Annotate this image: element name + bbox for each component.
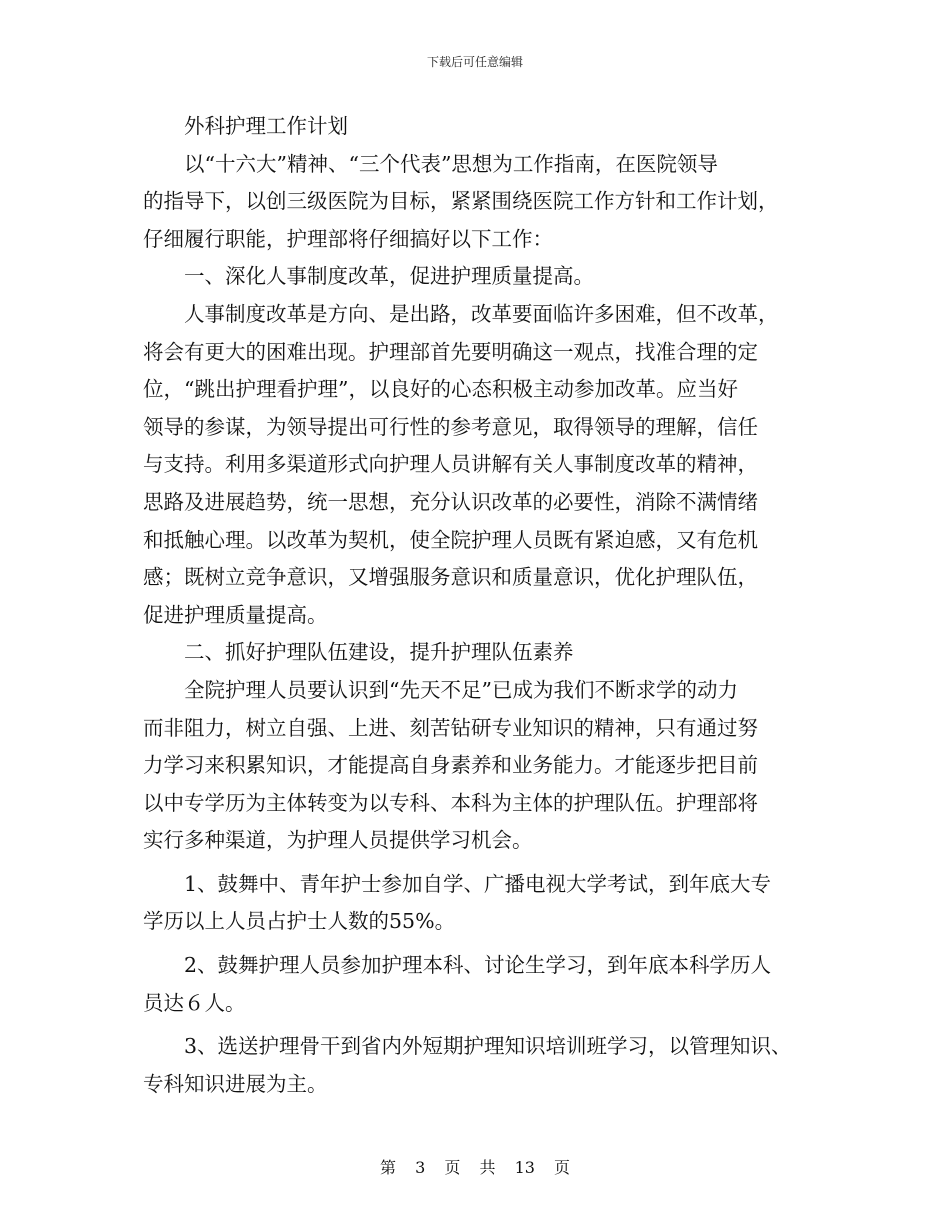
- text-line: 以“十六大”精神、“三个代表”思想为工作指南，在医院领导: [184, 151, 718, 176]
- text-line: 促进护理质量提高。: [143, 602, 328, 627]
- text-line: 人事制度改革是方向、是出路，改革要面临许多困难，但不改革，: [184, 301, 779, 326]
- footer-page-label: 页: [444, 1158, 461, 1177]
- text-line: 3、选送护理骨干到省内外短期护理知识培训班学习，以管理知识、: [184, 1034, 792, 1059]
- footer-total-label: 共: [479, 1158, 496, 1177]
- text-line: 专科知识进展为主。: [143, 1071, 328, 1096]
- footer-page-label: 第: [379, 1158, 396, 1177]
- document-body: [143, 108, 823, 1103]
- text-line: 和抵触心理。以改革为契机，使全院护理人员既有紧迫感，又有危机: [143, 527, 758, 552]
- text-line: 学历以上人员占护士人数的55%。: [143, 909, 456, 934]
- text-line: 感；既树立竞争意识，又增强服务意识和质量意识，优化护理队伍，: [143, 565, 758, 590]
- text-line: 的指导下，以创三级医院为目标，紧紧围绕医院工作方针和工作计划，: [143, 189, 779, 214]
- text-line: 全院护理人员要认识到“先天不足”已成为我们不断求学的动力: [184, 677, 738, 702]
- text-line: 与支持。利用多渠道形式向护理人员讲解有关人事制度改革的精神，: [143, 452, 758, 477]
- text-line: 员达６人。: [143, 990, 246, 1015]
- text-line: 2、鼓舞护理人员参加护理本科、讨论生学习，到年底本科学历人: [184, 953, 772, 978]
- page-footer: [0, 1155, 950, 1178]
- document-title: 外科护理工作计划: [184, 114, 348, 138]
- footer-page-number: 3: [415, 1158, 426, 1177]
- text-line: 1、鼓舞中、青年护士参加自学、广播电视大学考试，到年底大专: [184, 871, 772, 896]
- text-line: 位，“跳出护理看护理”，以良好的心态积极主动参加改革。应当好: [143, 377, 738, 402]
- text-line: 仔细履行职能，护理部将仔细搞好以下工作：: [143, 226, 553, 251]
- footer-total-pages: 13: [514, 1158, 535, 1177]
- text-line: 思路及进展趋势，统一思想，充分认识改革的必要性，消除不满情绪: [143, 489, 758, 514]
- text-line: 领导的参谋，为领导提出可行性的参考意见，取得领导的理解，信任: [143, 414, 758, 439]
- text-line: 实行多种渠道，为护理人员提供学习机会。: [143, 828, 533, 853]
- page-header: 下载后可任意编辑: [426, 55, 523, 69]
- text-line: 一、深化人事制度改革，促进护理质量提高。: [184, 264, 594, 289]
- text-line: 以中专学历为主体转变为以专科、本科为主体的护理队伍。护理部将: [143, 790, 758, 815]
- text-line: 将会有更大的困难出现。护理部首先要明确这一观点，找准合理的定: [143, 339, 758, 364]
- text-line: 力学习来积累知识，才能提高自身素养和业务能力。才能逐步把目前: [143, 753, 758, 778]
- text-line: 而非阻力，树立自强、上进、刻苦钻研专业知识的精神，只有通过努: [143, 715, 758, 740]
- footer-page-label: 页: [554, 1158, 571, 1177]
- text-line: 二、抓好护理队伍建设，提升护理队伍素养: [184, 640, 574, 665]
